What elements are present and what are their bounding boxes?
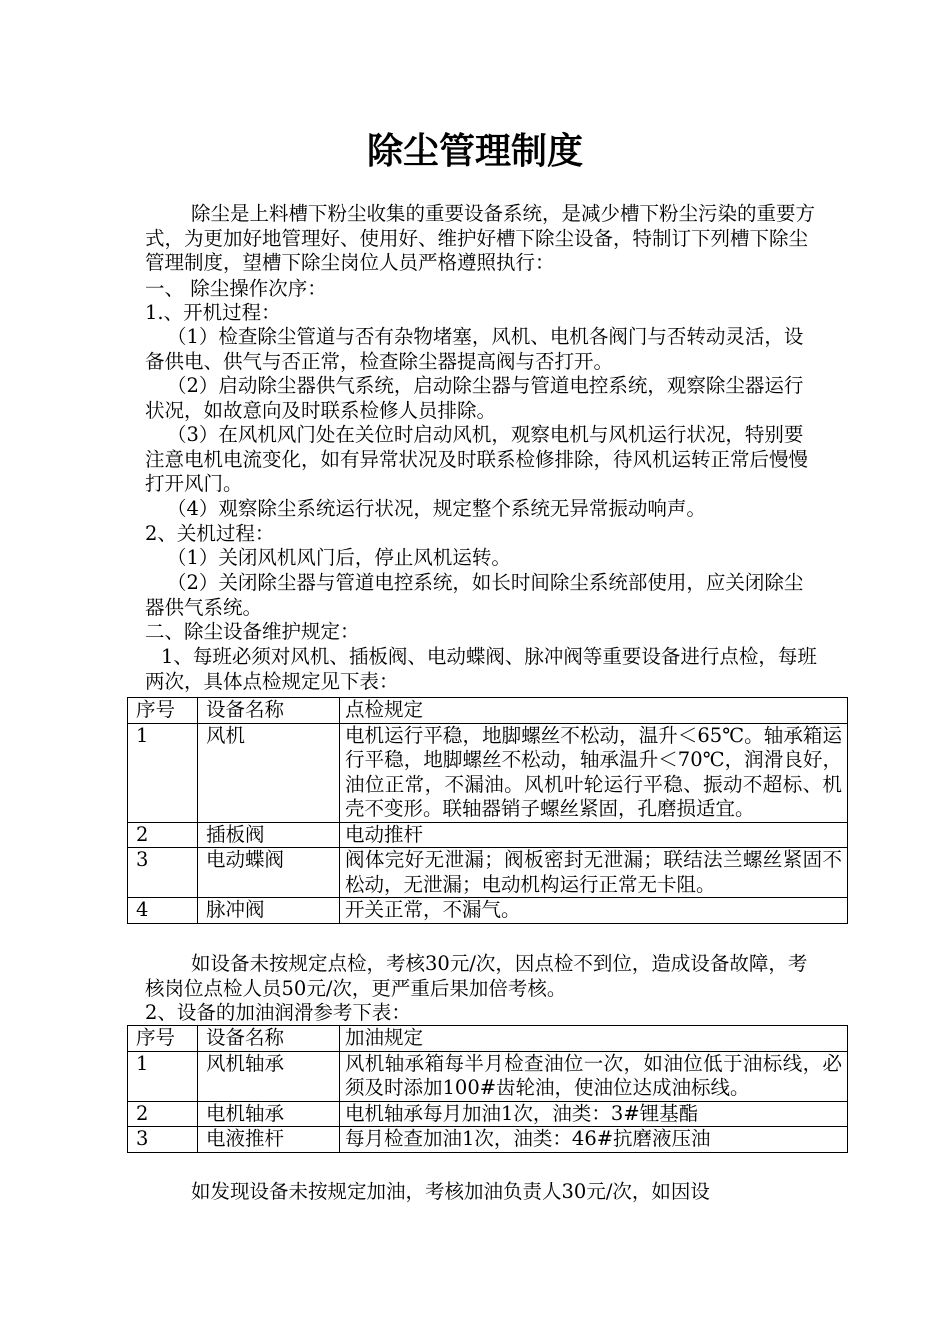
lubrication-intro: 2、设备的加油润滑参考下表： <box>145 1001 411 1024</box>
table-header-cell: 加油规定 <box>340 1026 848 1052</box>
table-cell: 每月检查加油1次，油类：46#抗磨液压油 <box>340 1127 848 1153</box>
table-header-cell: 序号 <box>128 698 198 724</box>
table-cell: 风机轴承 <box>198 1051 340 1101</box>
inspection-intro: 1、每班必须对风机、插板阀、电动蝶阀、脉冲阀等重要设备进行点检，每班两次，具体点检规定见下表： <box>145 645 817 693</box>
table-cell: 电动蝶阀 <box>198 848 340 898</box>
table-cell: 电机轴承每月加油1次，油类：3#锂基酯 <box>340 1101 848 1127</box>
table-cell: 风机轴承箱每半月检查油位一次，如油位低于油标线，必须及时添加100#齿轮油，使油位达成油标线。 <box>340 1051 848 1101</box>
table-row <box>128 1101 848 1127</box>
table-row <box>128 723 848 822</box>
shutdown-heading: 2、关机过程： <box>145 522 275 545</box>
table-cell: 开关正常，不漏气。 <box>340 898 848 924</box>
table-cell: 电机运行平稳，地脚螺丝不松动，温升＜65℃。轴承箱运行平稳，地脚螺丝不松动，轴承温升＜70℃，润滑良好，油位正常，不漏油。风机叶轮运行平稳、振动不超标、机壳不变形。联轴器销子螺丝紧固，孔磨损适宜。 <box>340 723 848 822</box>
section1-heading: 一、 除尘操作次序： <box>145 277 327 300</box>
table-header-cell: 设备名称 <box>198 1026 340 1052</box>
document-title: 除尘管理制度 <box>366 130 583 172</box>
intro-paragraph: 除尘是上料槽下粉尘收集的重要设备系统，是减少槽下粉尘污染的重要方式，为更加好地管理好、使用好、维护好槽下除尘设备，特制订下列槽下除尘管理制度，望槽下除尘岗位人员严格遵照执行： <box>145 202 816 274</box>
table-cell: 1 <box>128 723 198 822</box>
table-cell: 电液推杆 <box>198 1127 340 1153</box>
table-row <box>128 848 848 898</box>
table-cell: 脉冲阀 <box>198 898 340 924</box>
table-row <box>128 1127 848 1153</box>
table-header-cell: 点检规定 <box>340 698 848 724</box>
table-cell: 4 <box>128 898 198 924</box>
table-header-cell: 设备名称 <box>198 698 340 724</box>
shutdown-item-1: （1）关闭风机风门后，停止风机运转。 <box>167 546 511 569</box>
startup-item-1: （1）检查除尘管道与否有杂物堵塞，风机、电机各阀门与否转动灵活，设备供电、供气与否正常，检查除尘器提高阀与否打开。 <box>145 325 804 373</box>
shutdown-item-2: （2）关闭除尘器与管道电控系统，如长时间除尘系统部使用，应关闭除尘器供气系统。 <box>145 571 804 619</box>
lubrication-penalty: 如发现设备未按规定加油，考核加油负责人30元/次，如因设 <box>191 1180 710 1203</box>
lubrication-table <box>127 1025 848 1153</box>
startup-item-2: （2）启动除尘器供气系统，启动除尘器与管道电控系统，观察除尘器运行状况，如故意向及时联系检修人员排除。 <box>145 374 804 422</box>
table-cell: 阀体完好无泄漏；阀板密封无泄漏；联结法兰螺丝紧固不松动，无泄漏；电动机构运行正常无卡阻。 <box>340 848 848 898</box>
table-header-row <box>128 698 848 724</box>
table-cell: 3 <box>128 848 198 898</box>
table-row <box>128 1051 848 1101</box>
table-cell: 3 <box>128 1127 198 1153</box>
table-row <box>128 898 848 924</box>
startup-item-4: （4）观察除尘系统运行状况，规定整个系统无异常振动响声。 <box>167 497 706 520</box>
table-cell: 风机 <box>198 723 340 822</box>
table-cell: 2 <box>128 822 198 848</box>
table-cell: 插板阀 <box>198 822 340 848</box>
table-cell: 电动推杆 <box>340 822 848 848</box>
table-header-cell: 序号 <box>128 1026 198 1052</box>
table-cell: 2 <box>128 1101 198 1127</box>
startup-item-3: （3）在风机风门处在关位时启动风机，观察电机与风机运行状况，特别要注意电机电流变化，如有异常状况及时联系检修排除，待风机运转正常后慢慢打开风门。 <box>145 423 809 495</box>
table-header-row <box>128 1026 848 1052</box>
startup-heading: 1.、开机过程： <box>145 301 281 324</box>
inspection-table <box>127 697 848 924</box>
table-row <box>128 822 848 848</box>
table-cell: 电机轴承 <box>198 1101 340 1127</box>
section2-heading: 二、除尘设备维护规定： <box>145 620 360 643</box>
table-cell: 1 <box>128 1051 198 1101</box>
inspection-penalty: 如设备未按规定点检，考核30元/次，因点检不到位，造成设备故障，考核岗位点检人员50元/次，更严重后果加倍考核。 <box>145 952 808 1000</box>
